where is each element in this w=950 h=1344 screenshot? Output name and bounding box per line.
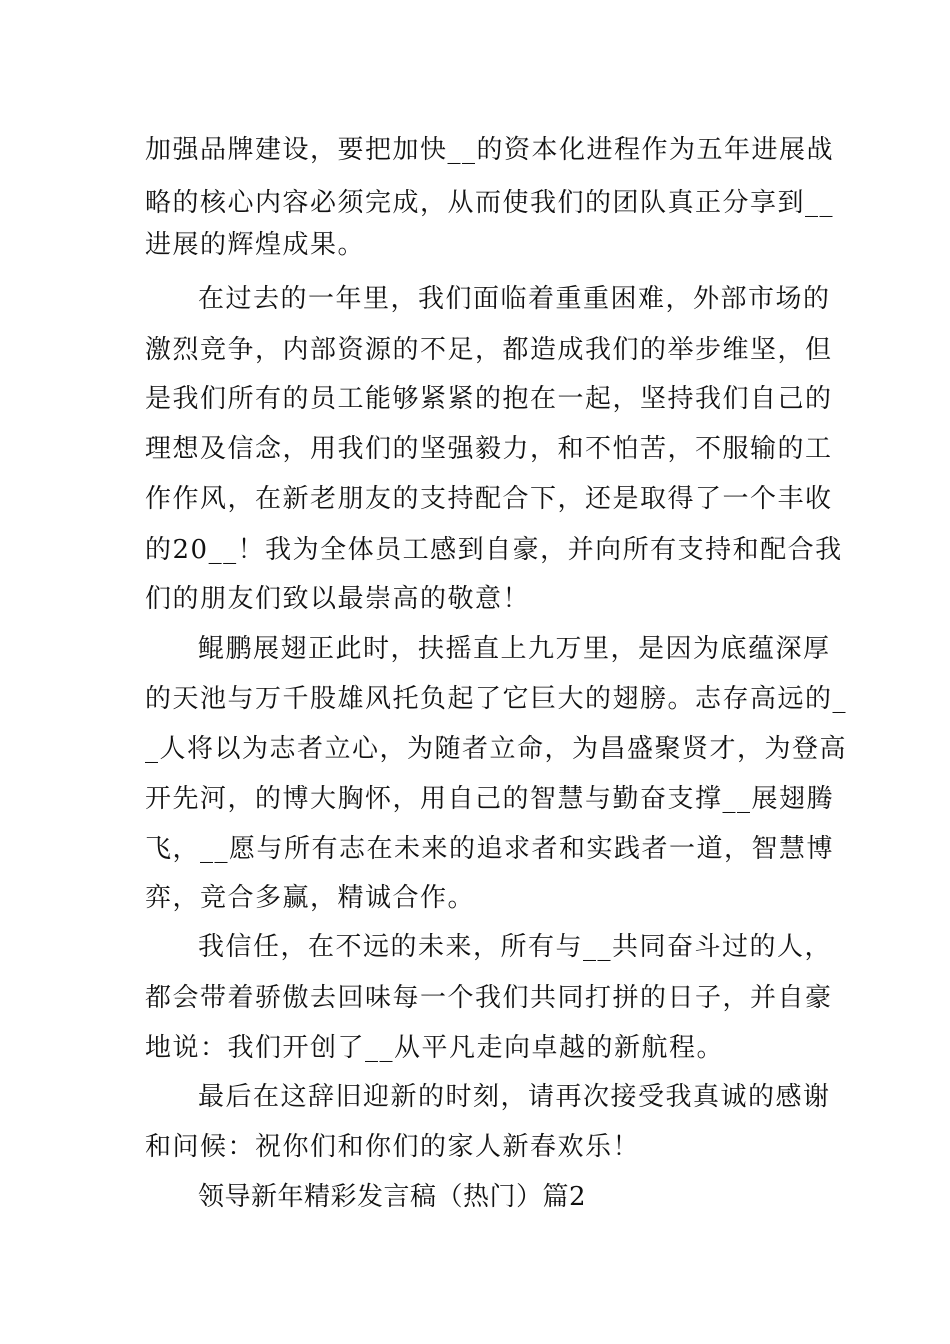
paragraph-4-line-1: 我信任，在不远的未来，所有与__共同奋斗过的人，	[198, 932, 833, 962]
paragraph-2-line-2: 激烈竞争，内部资源的不足，都造成我们的举步维坚，但	[145, 335, 833, 365]
paragraph-1-line-1: 加强品牌建设，要把加快__的资本化进程作为五年进展战	[145, 135, 835, 165]
paragraph-2-line-7: 们的朋友们致以最崇高的敬意！	[145, 584, 531, 614]
paragraph-2-line-3: 是我们所有的员工能够紧紧的抱在一起，坚持我们自己的	[145, 384, 833, 414]
paragraph-3-line-2: 的天池与万千股雄风托负起了它巨大的翅膀。志存高远的_	[145, 684, 848, 714]
paragraph-3-line-3: _人将以为志者立心，为随者立命，为昌盛聚贤才，为登高	[145, 734, 848, 764]
paragraph-1-line-2: 略的核心内容必须完成，从而使我们的团队真正分享到__	[145, 188, 835, 218]
paragraph-3-line-1: 鲲鹏展翅正此时，扶摇直上九万里，是因为底蕴深厚	[198, 634, 831, 664]
section-heading: 领导新年精彩发言稿（热门）篇2	[198, 1182, 587, 1212]
paragraph-2-line-4: 理想及信念，用我们的坚强毅力，和不怕苦，不服输的工	[145, 434, 833, 464]
paragraph-5-line-1: 最后在这辞旧迎新的时刻，请再次接受我真诚的感谢	[198, 1082, 831, 1112]
paragraph-3-line-5: 飞，__愿与所有志在未来的追求者和实践者一道，智慧博	[145, 834, 835, 864]
paragraph-1-line-3: 进展的辉煌成果。	[145, 230, 366, 260]
paragraph-3-line-6: 弈，竞合多赢，精诚合作。	[145, 883, 476, 913]
paragraph-2-line-5: 作作风，在新老朋友的支持配合下，还是取得了一个丰收	[145, 484, 833, 514]
paragraph-2-line-6: 的20__！我为全体员工感到自豪，并向所有支持和配合我	[145, 535, 843, 565]
paragraph-4-line-3: 地说：我们开创了__从平凡走向卓越的新航程。	[145, 1033, 725, 1063]
paragraph-2-line-1: 在过去的一年里，我们面临着重重困难，外部市场的	[198, 284, 831, 314]
paragraph-3-line-4: 开先河，的博大胸怀，用自己的智慧与勤奋支撑__展翅腾	[145, 784, 835, 814]
paragraph-4-line-2: 都会带着骄傲去回味每一个我们共同打拼的日子，并自豪	[145, 983, 833, 1013]
paragraph-5-line-2: 和问候：祝你们和你们的家人新春欢乐！	[145, 1132, 641, 1162]
